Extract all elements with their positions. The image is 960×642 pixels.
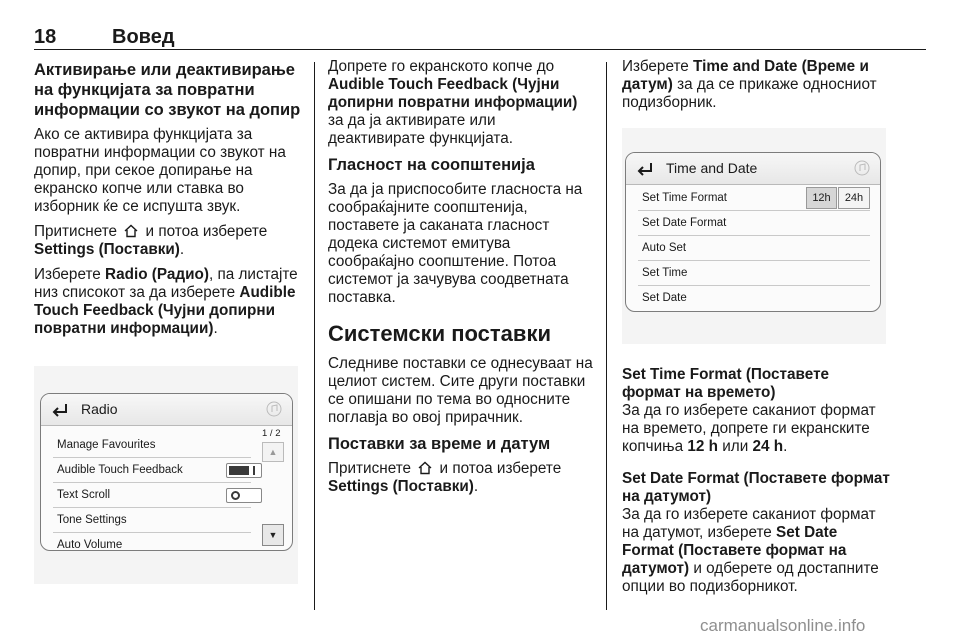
menu-item[interactable]: Manage Favourites [53, 433, 251, 458]
segment-24h[interactable]: 24h [838, 187, 870, 209]
menu-item[interactable]: Tone Settings [53, 508, 251, 533]
column-divider [314, 62, 315, 610]
column-1 [34, 58, 302, 345]
section-heading: Активирање или деактивирање на функцијата за повратни информации со звукот на допир [34, 61, 301, 119]
subsection-heading: Гласност на соопштенија [328, 156, 535, 174]
segment-12h[interactable]: 12h [806, 187, 837, 209]
back-icon[interactable] [51, 401, 69, 417]
menu-item[interactable]: Auto Volume [57, 539, 123, 551]
radio-screenshot [34, 366, 298, 584]
paragraph: Изберете Radio (Радио), па листајте низ списокот за да изберете Audible Touch Feedback (Чујни допирни повратни информации). [34, 266, 298, 337]
screen-title: Time and Date [666, 160, 758, 176]
paragraph: Ако се активира функцијата за повратни информации со звукот на допир, при секое допирање на екранско копче или ставка во изборник ќе се испушта звук. [34, 126, 286, 215]
menu-item[interactable]: Text Scroll [53, 483, 251, 508]
screen-header [41, 394, 292, 426]
time-date-screenshot [622, 128, 886, 344]
screen-header [626, 153, 880, 185]
watermark: carmanualsonline.info [700, 616, 866, 635]
menu-item[interactable]: Set Date Format [638, 211, 870, 236]
music-note-icon [854, 160, 870, 176]
menu-item[interactable]: Set Time [638, 261, 870, 286]
page-indicator: 1 / 2 [262, 428, 281, 439]
scroll-down-icon[interactable]: ▼ [262, 524, 284, 546]
section-title: Системски поставки [328, 321, 551, 346]
menu-item[interactable]: Auto Set [638, 236, 870, 261]
menu-item[interactable]: Set Date [642, 292, 687, 304]
paragraph: Притиснете и потоа изберете Settings (Поставки). [328, 460, 562, 495]
home-icon [124, 224, 138, 238]
subsection-heading: Set Date Format (Поставете формат на датумот) [622, 470, 890, 505]
page-header [34, 10, 926, 50]
menu-item[interactable]: Audible Touch Feedback [53, 458, 251, 483]
screen-title: Radio [81, 401, 118, 417]
music-note-icon [266, 401, 282, 417]
subsection-heading: Поставки за време и датум [328, 435, 551, 453]
paragraph: Следниве поставки се однесуваат на целиот систем. Сите други поставки се опишани по тема во односните поглавја во овој прирачник. [328, 355, 593, 426]
chapter-title: Вовед [112, 26, 175, 48]
column-2 [328, 58, 596, 503]
toggle-switch[interactable] [226, 488, 262, 503]
back-icon[interactable] [636, 160, 654, 176]
home-icon [418, 461, 432, 475]
paragraph: Допрете го екранското копче до Audible Touch Feedback (Чујни допирни повратни информации) за да ја активирате или деактивирате функцијата. [328, 58, 578, 147]
menu-item[interactable]: Set Time Format [638, 185, 870, 211]
paragraph: Притиснете и потоа изберете Settings (Поставки). [34, 223, 268, 258]
scroll-up-icon[interactable]: ▲ [262, 442, 284, 462]
paragraph: Изберете Time and Date (Време и датум) за да се прикаже односниот подизборник. [622, 58, 877, 111]
paragraph: За да го изберете саканиот формат на времето, допрете ги екранските копчиња 12 h или 24 h. [622, 402, 876, 455]
column-divider [606, 62, 607, 610]
paragraph: За да го изберете саканиот формат на датумот, изберете Set Date Format (Поставете формат на датумот) и одберете од достапните опции во подизборникот. [622, 506, 879, 595]
toggle-switch[interactable] [226, 463, 262, 478]
page-number: 18 [34, 26, 57, 48]
paragraph: За да ја приспособите гласноста на сообраќајните соопштенија, поставете ја саканата гласност додека системот емитува сообраќајно соопштение. Потоа системот ја зачувува соодветната поставка. [328, 181, 583, 306]
subsection-heading: Set Time Format (Поставете формат на времето) [622, 366, 830, 401]
time-date-screen [625, 152, 881, 312]
column-3-lower [622, 360, 892, 603]
radio-screen [40, 393, 293, 551]
column-3 [622, 58, 892, 119]
